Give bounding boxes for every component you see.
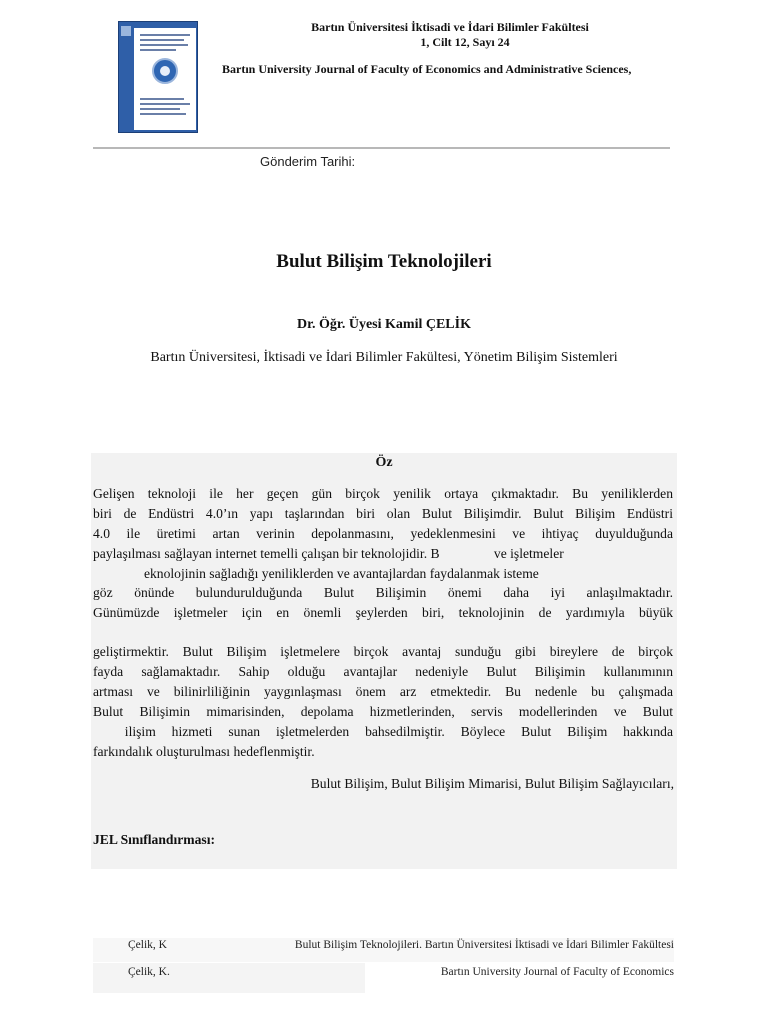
abstract-line: 4.0 ile üretimi artan verinin depolanmasını, yedeklenmesini ve ihtiyaç duyulduğunda [93,526,673,541]
abstract-line: farkındalık oluşturulması hedeflenmiştir. [93,744,315,759]
abstract-line: biri de Endüstri 4.0’ın yapı taşlarından biri olan Bulut Bilişimdir. Bulut Bilişim Endüstri [93,506,673,521]
journal-cover-image [118,21,198,133]
seal-center [160,66,170,76]
university-seal-icon [152,58,178,84]
cover-text-line [140,39,184,41]
citation-text-en: Bartın University Journal of Faculty of Economics [440,966,674,978]
cover-side-stripe [121,26,131,36]
abstract-line: göz önünde bulundurulduğunda Bulut Bilişimin önemi daha iyi anlaşılmaktadır. [93,585,673,600]
abstract-line: Bulut Bilişimin mimarisinden, depolama hizmetlerinden, servis modellerinden ve Bulut [93,704,673,719]
journal-volume-issue: 1, Cilt 12, Sayı 24 [420,35,510,49]
journal-name-en: Bartın University Journal of Faculty of Economics and Administrative Sciences, [222,62,632,76]
citation-text-tr: Bulut Bilişim Teknolojileri. Bartın Üniversitesi İktisadi ve İdari Bilimler Fakültesi [294,939,674,951]
abstract-line: fayda sağlamaktadır. Sahip olduğu avantajlar nedeniyle Bulut Bilişimin kullanımının [93,664,673,679]
abstract-line: eknolojinin sağladığı yeniliklerden ve avantajlardan faydalanmak isteme [93,566,539,581]
article-title: Bulut Bilişim Teknolojileri [276,251,492,272]
cover-text-line [140,49,176,51]
abstract-heading: Öz [375,455,393,470]
citation-author-en: Çelik, K. [128,966,170,978]
abstract-line: Gelişen teknoloji ile her geçen gün birçok yenilik ortaya çıkmaktadır. Bu yeniliklerden [93,486,673,501]
header-divider [93,147,670,149]
cover-panel [134,28,196,130]
abstract-line: artması ve bilinirliliğinin yaygınlaşması önem arz etmektedir. Bu nedenle bu çalışmada [93,684,673,699]
author-affiliation: Bartın Üniversitesi, İktisadi ve İdari Bilimler Fakültesi, Yönetim Bilişim Sistemleri [150,350,618,365]
jel-classification-label: JEL Sınıflandırması: [93,832,215,847]
abstract-line: ilişim hizmeti sunan işletmelerden bahsedilmiştir. Böylece Bulut Bilişim hakkında [93,724,673,739]
cover-text-line [140,34,190,36]
author-name: Dr. Öğr. Üyesi Kamil ÇELİK [297,317,471,332]
keywords: Bulut Bilişim, Bulut Bilişim Mimarisi, Bulut Bilişim Sağlayıcıları, [310,776,674,791]
cover-text-line [140,113,186,115]
journal-name-tr: Bartın Üniversitesi İktisadi ve İdari Bilimler Fakültesi [311,20,589,34]
abstract-line: geliştirmektir. Bulut Bilişim işletmelere birçok avantaj sunduğu gibi bireylere de birçok [93,644,673,659]
cover-text-line [140,108,180,110]
cover-text-line [140,98,184,100]
cover-text-line [140,103,190,105]
submission-date-label: Gönderim Tarihi: [260,154,356,169]
abstract-line: Günümüzde işletmeler için en önemli şeylerden biri, teknolojinin de yardımıyla büyük [93,605,673,620]
citation-author-tr: Çelik, K [128,939,167,951]
cover-text-line [140,44,188,46]
abstract-line: paylaşılması sağlayan internet temelli çalışan bir teknolojidir. B ve işletmeler [93,546,564,561]
